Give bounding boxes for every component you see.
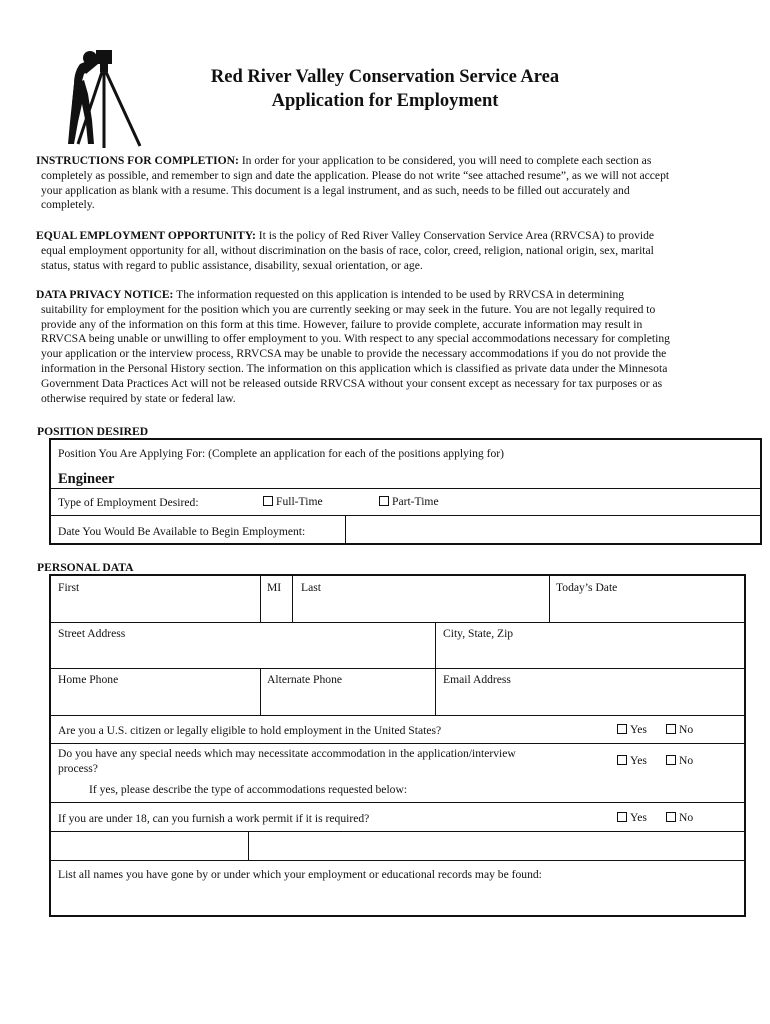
privacy-text-2: suitability for employment for the position which you are currently seeking or may seek in the future. You are not legally required to xyxy=(41,302,656,316)
personal-heading: PERSONAL DATA xyxy=(37,561,134,574)
citizen-no-option[interactable] xyxy=(666,723,693,736)
full-time-option[interactable] xyxy=(263,495,323,508)
last-name-label: Last xyxy=(301,581,321,594)
needs-yes-option[interactable] xyxy=(617,754,647,767)
privacy-text-6: information in the Personal History section. The information on this application which is classified as private data under the Minnesota xyxy=(41,361,668,375)
privacy-label: DATA PRIVACY NOTICE: xyxy=(36,288,174,301)
home-phone-label: Home Phone xyxy=(58,673,119,686)
todays-date-label: Today’s Date xyxy=(556,581,618,594)
divider xyxy=(248,831,249,860)
email-address-label: Email Address xyxy=(443,673,511,686)
permit-yes-checkbox[interactable] xyxy=(617,812,627,822)
instructions-text-2: completely as possible, and remember to sign and date the application. Please do not write “see attached resume”, as we will not accept xyxy=(41,168,670,182)
divider xyxy=(51,831,744,832)
other-names-label: List all names you have gone by or under which your employment or educational records may be found: xyxy=(58,868,542,881)
divider xyxy=(292,576,293,622)
divider xyxy=(51,488,760,489)
no-label: No xyxy=(679,811,694,824)
privacy-text-3: provide any of the information on this form at this time. However, failure to provide complete, accurate information may result in xyxy=(41,317,643,331)
citizen-yes-option[interactable] xyxy=(617,723,647,736)
instructions-section xyxy=(36,154,736,213)
personal-table xyxy=(49,574,746,917)
divider xyxy=(51,668,744,669)
divider xyxy=(51,860,744,861)
part-time-option[interactable] xyxy=(379,495,439,508)
privacy-text-7: Government Data Practices Act will not be released outside RRVCSA without your consent except as necessary for tax purposes or as xyxy=(41,376,663,390)
applying-for-label: Position You Are Applying For: (Complete an application for each of the positions applying for) xyxy=(58,447,504,460)
position-table xyxy=(49,438,762,545)
no-label: No xyxy=(679,754,694,767)
eeo-text-2: equal employment opportunity for all, without discrimination on the basis of race, color, creed, religion, national origin, sex, marital xyxy=(41,243,654,257)
divider xyxy=(51,715,744,716)
needs-question-line2: process? xyxy=(58,762,98,775)
yes-label: Yes xyxy=(630,723,647,736)
divider xyxy=(260,576,261,622)
alternate-phone-label: Alternate Phone xyxy=(267,673,343,686)
eeo-section xyxy=(36,229,736,273)
form-subtitle: Application for Employment xyxy=(271,91,499,111)
city-state-zip-label: City, State, Zip xyxy=(443,627,514,640)
position-heading: POSITION DESIRED xyxy=(37,425,149,438)
applying-for-value[interactable]: Engineer xyxy=(58,471,115,487)
needs-no-option[interactable] xyxy=(666,754,693,767)
divider xyxy=(51,802,744,803)
no-label: No xyxy=(679,723,694,736)
divider xyxy=(260,668,261,715)
instructions-text-1: In order for your application to be considered, you will need to complete each section as xyxy=(238,154,652,167)
permit-no-option[interactable] xyxy=(666,811,693,824)
first-name-label: First xyxy=(58,581,80,594)
citizen-yes-checkbox[interactable] xyxy=(617,724,627,734)
yes-label: Yes xyxy=(630,754,647,767)
street-address-label: Street Address xyxy=(58,627,126,640)
privacy-text-4: RRVCSA being unable or unwilling to offer employment to you. With respect to any special accommodations necessary for completing xyxy=(41,332,670,346)
part-time-checkbox[interactable] xyxy=(379,496,389,506)
citizen-question: Are you a U.S. citizen or legally eligible to hold employment in the United States? xyxy=(58,724,442,737)
needs-no-checkbox[interactable] xyxy=(666,755,676,765)
full-time-label: Full-Time xyxy=(276,495,323,508)
permit-no-checkbox[interactable] xyxy=(666,812,676,822)
needs-describe-label: If yes, please describe the type of accommodations requested below: xyxy=(89,783,408,796)
privacy-text-1: The information requested on this application is intended to be used by RRVCSA in determining xyxy=(173,288,625,301)
instructions-text-3: your application as blank with a resume. This document is a legal instrument, and as such, needs to be filled out accurately and xyxy=(41,183,630,197)
instructions-label: INSTRUCTIONS FOR COMPLETION: xyxy=(36,154,239,167)
citizen-no-checkbox[interactable] xyxy=(666,724,676,734)
part-time-label: Part-Time xyxy=(392,495,439,508)
divider xyxy=(51,743,744,744)
permit-yes-option[interactable] xyxy=(617,811,647,824)
privacy-section xyxy=(36,288,736,406)
yes-label: Yes xyxy=(630,811,647,824)
privacy-text-8: otherwise required by state or federal law. xyxy=(41,391,236,405)
available-date-label: Date You Would Be Available to Begin Employment: xyxy=(58,525,306,538)
needs-question-line1: Do you have any special needs which may necessitate accommodation in the application/interview xyxy=(58,747,516,760)
form-title: Red River Valley Conservation Service Area xyxy=(210,67,560,87)
divider xyxy=(51,622,744,623)
divider xyxy=(345,515,346,543)
eeo-text-3: status, status with regard to public assistance, disability, sexual orientation, or age. xyxy=(41,258,423,272)
instructions-text-4: completely. xyxy=(41,198,95,212)
full-time-checkbox[interactable] xyxy=(263,496,273,506)
privacy-text-5: your application or the interview process, RRVCSA may be unable to provide the necessary accommodations if you do not provide the xyxy=(41,347,667,361)
mi-label: MI xyxy=(267,581,282,594)
divider xyxy=(549,576,550,622)
employment-type-label: Type of Employment Desired: xyxy=(58,496,199,509)
divider xyxy=(51,515,760,516)
eeo-label: EQUAL EMPLOYMENT OPPORTUNITY: xyxy=(36,229,256,242)
divider xyxy=(435,622,436,668)
needs-yes-checkbox[interactable] xyxy=(617,755,627,765)
divider xyxy=(435,668,436,715)
eeo-text-1: It is the policy of Red River Valley Conservation Service Area (RRVCSA) to provide xyxy=(255,229,655,242)
permit-question: If you are under 18, can you furnish a work permit if it is required? xyxy=(58,812,370,825)
